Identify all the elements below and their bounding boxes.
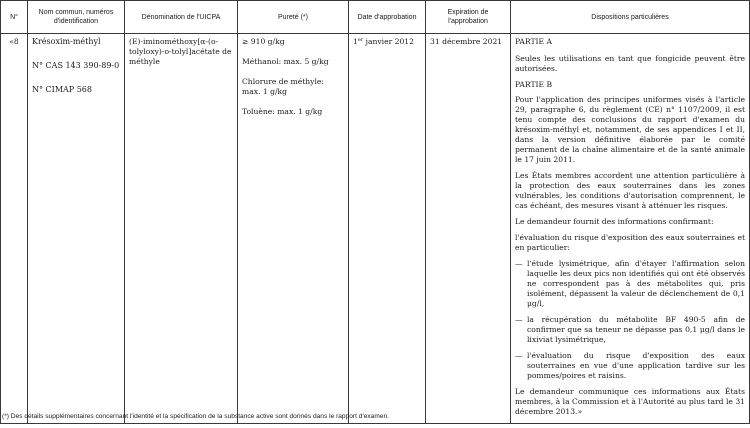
cas-number: N° CAS 143 390-89-0 <box>32 61 120 70</box>
purity-methyl-chloride: Chlorure de méthyle: max. 1 g/kg <box>242 77 324 96</box>
part-b-title: PARTIE B <box>515 80 553 89</box>
purity-toluene: Toluène: max. 1 g/kg <box>242 107 323 116</box>
part-a-title: PARTIE A <box>515 37 552 46</box>
cell-provisions <box>511 34 750 424</box>
header-provisions: Dispositions particulières <box>511 1 750 34</box>
purity-methanol: Méthanol: max. 5 g/kg <box>242 57 329 66</box>
cipac-number: N° CIMAP 568 <box>32 85 92 94</box>
part-a-text: Seules les utilisations en tant que fongicide peuvent être autorisées. <box>515 54 745 73</box>
header-iupac: Dénomination de l'UICPA <box>125 1 238 34</box>
iupac-name: (E)-iminométhoxy[α-(o-tolyloxy)-o-tolyl]acétate de méthyle <box>129 37 232 66</box>
provision-paragraph-3: Le demandeur fournit des informations confirmant: <box>515 217 714 226</box>
approval-month-year: janvier 2012 <box>363 37 414 46</box>
cell-approval-date <box>349 34 426 424</box>
expiry-date: 31 décembre 2021 <box>430 37 503 46</box>
provision-paragraph-2: Les États membres accordent une attention particulière à la protection des eaux souterraines dans les zones vulnérables, les conditions d'autorisation comprennent, le cas échéant, des mesures visant à atténuer les risques. <box>515 171 745 210</box>
footnote: (*) Des détails supplémentaires concernant l'identité et la spécification de la substance active sont donnés dans le rapport d'examen. <box>2 413 390 420</box>
provision-paragraph-4: l'évaluation du risque d'exposition des eaux souterraines et en particulier: <box>515 233 745 252</box>
list-item <box>515 351 745 381</box>
provision-paragraph-1: Pour l'application des principes uniformes visés à l'article 29, paragraphe 6, du règlement (CE) n° 1107/2009, il est tenu compte des conclusions du rapport d'examen du krésoxim-méthyl et, notamment, de ses appendices I et II, dans la version définitive élaborée par le comité permanent de la chaîne alimentaire et de la santé animale le 17 juin 2011. <box>515 95 745 164</box>
dash-marker: — <box>515 259 523 268</box>
cell-num <box>1 34 28 424</box>
list-item <box>515 315 745 345</box>
table-row <box>1 34 750 424</box>
header-common-name: Nom commun, numéros d'identification <box>28 1 125 34</box>
header-purity: Pureté (*) <box>238 1 349 34</box>
header-num: N° <box>1 1 28 34</box>
substance-name: Krésoxim-méthyl <box>32 37 101 46</box>
approval-day: 1 <box>353 37 358 46</box>
cell-purity <box>238 34 349 424</box>
header-approval-date: Date d'approbation <box>349 1 426 34</box>
row-number: «8 <box>9 37 19 46</box>
provision-list <box>515 259 745 381</box>
list-item-text: la récupération du métabolite BF 490-5 afin de confirmer que sa teneur ne dépasse pas 0,1 μg/l dans le lixiviat lysimétrique, <box>527 315 745 344</box>
list-item <box>515 259 745 309</box>
cell-common-name <box>28 34 125 424</box>
dash-marker: — <box>515 351 523 360</box>
header-row <box>1 1 750 34</box>
approval-day-suffix: er <box>357 37 364 43</box>
header-expiry: Expiration de l'approbation <box>426 1 511 34</box>
dash-marker: — <box>515 315 523 324</box>
provision-paragraph-5: Le demandeur communique ces informations aux États membres, à la Commission et à l'Autorité au plus tard le 31 décembre 2013.» <box>515 387 745 416</box>
cell-expiry <box>426 34 511 424</box>
list-item-text: l'évaluation du risque d'exposition des eaux souterraines en vue d'une application tardive sur les pommes/poires et raisins. <box>527 351 745 380</box>
purity-min: ≥ 910 g/kg <box>242 37 285 46</box>
list-item-text: l'étude lysimétrique, afin d'étayer l'affirmation selon laquelle les deux pics non identifiés qui ont été observés ne correspondent pas à des métabolites qui, pris isolément, dépassent la valeur de déclenchement de 0,1 μg/l, <box>527 259 745 308</box>
cell-iupac <box>125 34 238 424</box>
